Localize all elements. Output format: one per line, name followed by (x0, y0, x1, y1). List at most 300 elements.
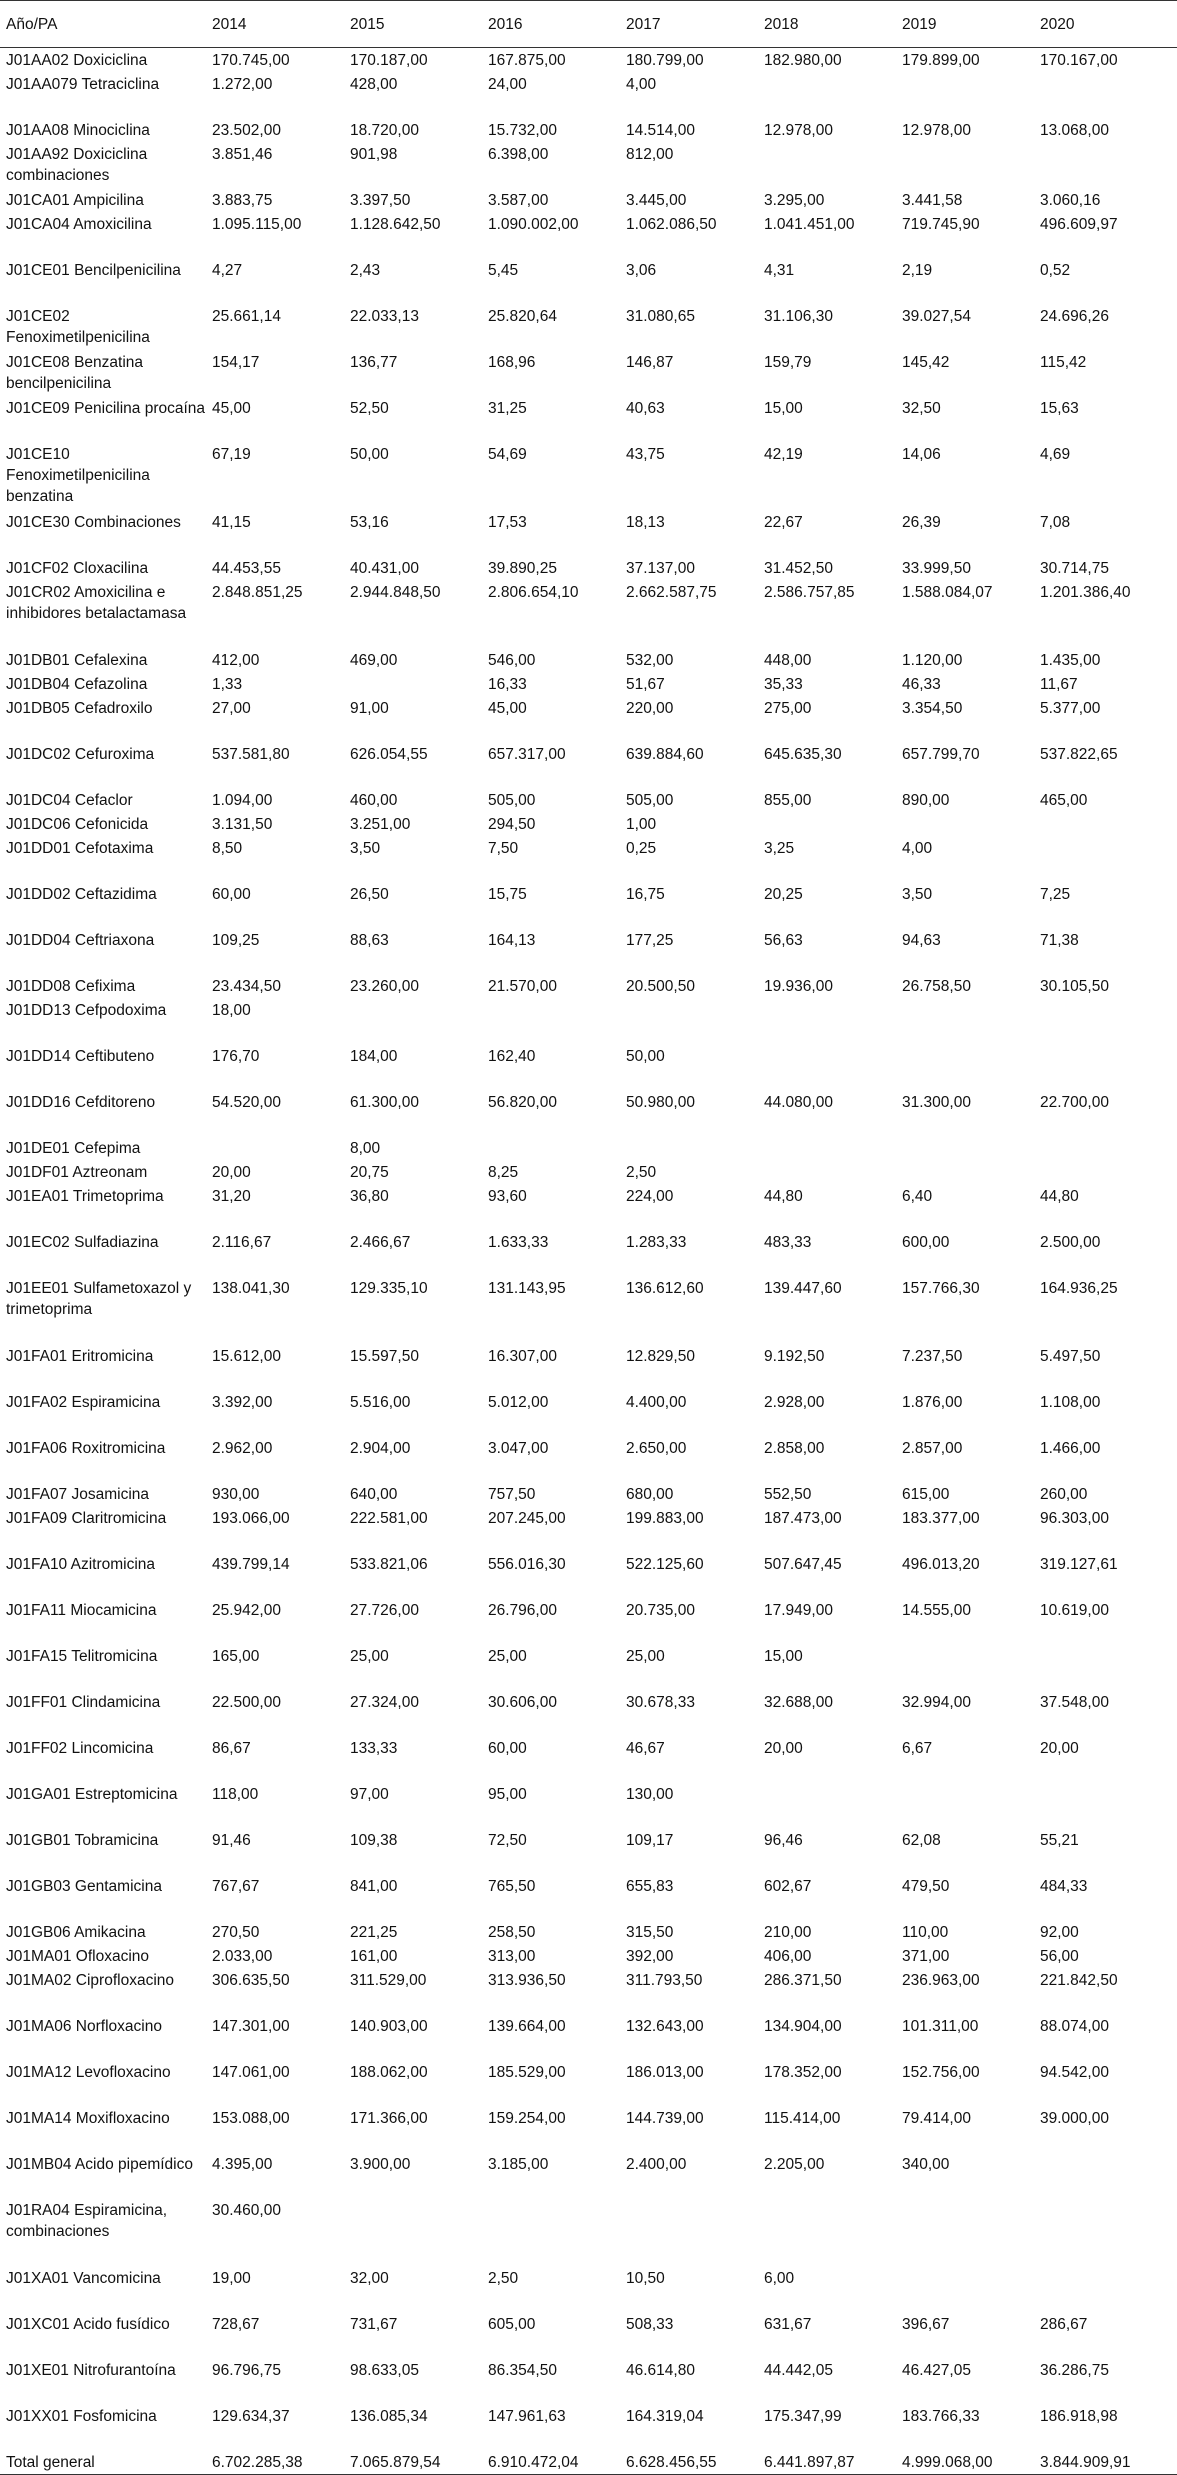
value-cell: 42,19 (764, 446, 803, 463)
value-cell: 645.635,30 (764, 746, 842, 763)
value-cell (764, 142, 902, 188)
value-cell: 1,00 (626, 816, 657, 833)
value-cell (902, 142, 1040, 188)
value-cell: 657.317,00 (488, 746, 566, 763)
value-cell: 136.085,34 (350, 2408, 428, 2425)
value-cell: 30.606,00 (488, 1694, 557, 1711)
table-row (0, 1644, 1177, 1690)
table-row (0, 1482, 1177, 1506)
row-label: J01DB04 Cefazolina (6, 676, 148, 693)
value-cell (764, 1136, 902, 1160)
table-row (0, 1782, 1177, 1828)
value-cell: 164.319,04 (626, 2408, 704, 2425)
table-row (0, 118, 1177, 142)
row-label: J01CA04 Amoxicilina (6, 216, 152, 233)
value-cell: 4.400,00 (626, 1394, 687, 1411)
value-cell: 25.661,14 (212, 308, 281, 325)
value-cell (902, 2266, 1040, 2312)
row-label: J01MA02 Ciprofloxacino (6, 1972, 175, 1989)
row-label: J01DD08 Cefixima (6, 978, 136, 995)
value-cell (902, 998, 1040, 1044)
value-cell: 152.756,00 (902, 2064, 980, 2081)
row-label: J01FA02 Espiramicina (6, 1394, 161, 1411)
row-label: J01RA04 Espiramicina, combinaciones (6, 2202, 168, 2240)
value-cell (1040, 812, 1177, 836)
value-cell: 479,50 (902, 1878, 950, 1895)
value-cell: 313.936,50 (488, 1972, 566, 1989)
value-cell: 118,00 (212, 1786, 259, 1803)
table-row (0, 396, 1177, 442)
table-row (0, 510, 1177, 556)
row-label: J01GB01 Tobramicina (6, 1832, 159, 1849)
value-cell: 27.324,00 (350, 1694, 419, 1711)
value-cell: 26,50 (350, 886, 389, 903)
value-cell: 18.720,00 (350, 122, 419, 139)
value-cell: 134.904,00 (764, 2018, 842, 2035)
value-cell: 1.588.084,07 (902, 584, 993, 601)
value-cell: 1.128.642,50 (350, 216, 441, 233)
row-label: J01CE01 Bencilpenicilina (6, 262, 181, 279)
value-cell (1040, 1782, 1177, 1828)
value-cell: 20.735,00 (626, 1602, 695, 1619)
value-cell: 11,67 (1040, 676, 1078, 693)
value-cell: 45,00 (212, 400, 251, 417)
total-row (0, 2450, 1177, 2475)
value-cell (1040, 2198, 1177, 2266)
value-cell: 30.460,00 (212, 2202, 281, 2219)
row-label: J01DF01 Aztreonam (6, 1164, 148, 1181)
value-cell: 17.949,00 (764, 1602, 833, 1619)
value-cell: 24.696,26 (1040, 308, 1109, 325)
value-cell: 23.502,00 (212, 122, 281, 139)
value-cell: 220,00 (626, 700, 674, 717)
value-cell: 177,25 (626, 932, 674, 949)
value-cell (902, 1644, 1040, 1690)
value-cell: 27.726,00 (350, 1602, 419, 1619)
table-row (0, 2266, 1177, 2312)
value-cell: 20,75 (350, 1164, 389, 1181)
value-cell: 9.192,50 (764, 1348, 825, 1365)
value-cell: 319.127,61 (1040, 1556, 1118, 1573)
row-label: J01FA15 Telitromicina (6, 1648, 158, 1665)
value-cell: 1.466,00 (1040, 1440, 1101, 1457)
row-label: J01AA92 Doxiciclina combinaciones (6, 146, 148, 184)
value-cell: 109,38 (350, 1832, 398, 1849)
row-label: J01DB05 Cefadroxilo (6, 700, 153, 717)
table-row (0, 1276, 1177, 1344)
value-cell: 32.994,00 (902, 1694, 971, 1711)
value-cell: 2.400,00 (626, 2156, 687, 2173)
value-cell: 88.074,00 (1040, 2018, 1109, 2035)
value-cell: 15,75 (488, 886, 527, 903)
value-cell: 92,00 (1040, 1924, 1079, 1941)
row-label: J01GB06 Amikacina (6, 1924, 146, 1941)
header-row (0, 1, 1177, 48)
value-cell: 35,33 (764, 676, 803, 693)
value-cell: 1.062.086,50 (626, 216, 717, 233)
value-cell: 2.904,00 (350, 1440, 411, 1457)
value-cell: 222.581,00 (350, 1510, 428, 1527)
value-cell: 13.068,00 (1040, 122, 1109, 139)
value-cell: 15,00 (764, 1648, 803, 1665)
value-cell: 44,80 (764, 1188, 803, 1205)
value-cell: 2.466,67 (350, 1234, 411, 1251)
value-cell: 221.842,50 (1040, 1972, 1118, 1989)
row-label: J01XX01 Fosfomicina (6, 2408, 157, 2425)
value-cell: 2.928,00 (764, 1394, 825, 1411)
value-cell: 311.529,00 (350, 1972, 427, 1989)
value-cell: 182.980,00 (764, 52, 842, 69)
value-cell: 67,19 (212, 446, 251, 463)
value-cell: 546,00 (488, 652, 536, 669)
value-cell: 52,50 (350, 400, 389, 417)
value-cell: 392,00 (626, 1948, 674, 1965)
value-cell (764, 812, 902, 836)
value-cell: 159.254,00 (488, 2110, 566, 2127)
value-cell: 23.434,50 (212, 978, 281, 995)
table-row (0, 2312, 1177, 2358)
table-row (0, 1184, 1177, 1230)
value-cell: 37.137,00 (626, 560, 695, 577)
table-body (0, 48, 1177, 2475)
value-cell: 185.529,00 (488, 2064, 566, 2081)
value-cell: 26,39 (902, 514, 941, 531)
value-cell (488, 1136, 626, 1160)
header-cell: Año/PA (0, 1, 212, 48)
value-cell: 20.500,50 (626, 978, 695, 995)
row-label: J01FA11 Miocamicina (6, 1602, 157, 1619)
value-cell: 109,25 (212, 932, 260, 949)
value-cell: 6,67 (902, 1740, 933, 1757)
value-cell: 12.978,00 (902, 122, 971, 139)
value-cell: 4,00 (902, 840, 933, 857)
table-row (0, 142, 1177, 188)
table-row (0, 1436, 1177, 1482)
value-cell: 5.012,00 (488, 1394, 549, 1411)
value-cell: 224,00 (626, 1188, 674, 1205)
row-label: J01XA01 Vancomicina (6, 2270, 161, 2287)
value-cell: 180.799,00 (626, 52, 704, 69)
value-cell: 39.890,25 (488, 560, 557, 577)
row-label: J01FF01 Clindamicina (6, 1694, 161, 1711)
row-label: J01EE01 Sulfametoxazol y trimetoprima (6, 1280, 192, 1318)
table-row (0, 1044, 1177, 1090)
value-cell: 533.821,06 (350, 1556, 428, 1573)
value-cell: 22.033,13 (350, 308, 419, 325)
value-cell: 532,00 (626, 652, 674, 669)
value-cell: 14.514,00 (626, 122, 695, 139)
row-label: J01MA01 Ofloxacino (6, 1948, 150, 1965)
value-cell (1040, 2266, 1177, 2312)
value-cell: 469,00 (350, 652, 398, 669)
value-cell: 94.542,00 (1040, 2064, 1109, 2081)
table-header (0, 1, 1177, 48)
value-cell: 600,00 (902, 1234, 950, 1251)
row-label: J01XC01 Acido fusídico (6, 2316, 170, 2333)
table-row (0, 2060, 1177, 2106)
value-cell: 30.105,50 (1040, 978, 1109, 995)
value-cell: 15.597,50 (350, 1348, 419, 1365)
value-cell: 522.125,60 (626, 1556, 704, 1573)
value-cell: 680,00 (626, 1486, 674, 1503)
value-cell (764, 1044, 902, 1090)
value-cell: 186.918,98 (1040, 2408, 1118, 2425)
value-cell: 31.452,50 (764, 560, 833, 577)
table-row (0, 998, 1177, 1044)
value-cell: 3.131,50 (212, 816, 273, 833)
value-cell: 2.962,00 (212, 1440, 273, 1457)
value-cell: 50,00 (626, 1048, 665, 1065)
value-cell: 20,00 (1040, 1740, 1079, 1757)
value-cell: 22.500,00 (212, 1694, 281, 1711)
value-cell: 767,67 (212, 1878, 260, 1895)
value-cell: 2.848.851,25 (212, 584, 303, 601)
value-cell: 306.635,50 (212, 1972, 290, 1989)
row-label: J01DD13 Cefpodoxima (6, 1002, 167, 1019)
value-cell (626, 2198, 764, 2266)
table-row (0, 2404, 1177, 2450)
table-row (0, 788, 1177, 812)
value-cell: 46.614,80 (626, 2362, 695, 2379)
row-label: J01CE08 Benzatina bencilpenicilina (6, 354, 144, 392)
value-cell: 286,67 (1040, 2316, 1088, 2333)
table-row (0, 1690, 1177, 1736)
value-cell: 136.612,60 (626, 1280, 704, 1297)
row-label: J01CR02 Amoxicilina e inhibidores betalactamasa (6, 584, 187, 622)
value-cell: 86,67 (212, 1740, 251, 1757)
value-cell: 552,50 (764, 1486, 812, 1503)
value-cell: 7.237,50 (902, 1348, 963, 1365)
header-cell: 2015 (350, 1, 488, 48)
value-cell: 10,50 (626, 2270, 665, 2287)
row-label: J01AA08 Minociclina (6, 122, 150, 139)
value-cell: 731,67 (350, 2316, 398, 2333)
value-cell: 50,00 (350, 446, 389, 463)
row-label: J01AA02 Doxiciclina (6, 52, 148, 69)
value-cell: 20,25 (764, 886, 803, 903)
value-cell: 657.799,70 (902, 746, 980, 763)
value-cell: 193.066,00 (212, 1510, 290, 1527)
header-cell: 2019 (902, 1, 1040, 48)
value-cell: 4,00 (626, 76, 657, 93)
value-cell (764, 1160, 902, 1184)
row-label: J01FF02 Lincomicina (6, 1740, 154, 1757)
row-label: J01DC06 Cefonicida (6, 816, 149, 833)
table-row (0, 1390, 1177, 1436)
value-cell: 22.700,00 (1040, 1094, 1109, 1111)
value-cell: 31.300,00 (902, 1094, 971, 1111)
value-cell: 31,25 (488, 400, 527, 417)
value-cell: 5.497,50 (1040, 1348, 1101, 1365)
row-label: J01MA06 Norfloxacino (6, 2018, 162, 2035)
table-row (0, 1874, 1177, 1920)
value-cell: 757,50 (488, 1486, 536, 1503)
value-cell: 187.473,00 (764, 1510, 842, 1527)
value-cell: 91,46 (212, 1832, 251, 1849)
value-cell: 12.829,50 (626, 1348, 695, 1365)
row-label: J01FA06 Roxitromicina (6, 1440, 166, 1457)
value-cell: 3,06 (626, 262, 657, 279)
value-cell (350, 672, 488, 696)
table-row (0, 1230, 1177, 1276)
table-row (0, 2198, 1177, 2266)
row-label: J01DD16 Cefditoreno (6, 1094, 156, 1111)
table-row (0, 2152, 1177, 2198)
value-cell: 138.041,30 (212, 1280, 290, 1297)
value-cell: 41,15 (212, 514, 251, 531)
value-cell: 31.106,30 (764, 308, 833, 325)
row-label: J01CA01 Ampicilina (6, 192, 144, 209)
value-cell: 537.581,80 (212, 746, 290, 763)
value-cell: 20,00 (764, 1740, 803, 1757)
value-cell: 640,00 (350, 1486, 398, 1503)
row-label: J01AA079 Tetraciclina (6, 76, 160, 93)
value-cell: 4,31 (764, 262, 795, 279)
value-cell (1040, 1644, 1177, 1690)
value-cell: 7,25 (1040, 886, 1071, 903)
value-cell (902, 1160, 1040, 1184)
value-cell: 2.662.587,75 (626, 584, 717, 601)
row-label: J01DD04 Ceftriaxona (6, 932, 155, 949)
value-cell: 129.634,37 (212, 2408, 290, 2425)
value-cell: 18,13 (626, 514, 665, 531)
value-cell: 115,42 (1040, 354, 1087, 371)
value-cell: 145,42 (902, 354, 950, 371)
value-cell: 8,00 (350, 1140, 381, 1157)
row-label: J01CF02 Cloxacilina (6, 560, 149, 577)
value-cell (902, 2198, 1040, 2266)
value-cell: 210,00 (764, 1924, 812, 1941)
value-cell: 639.884,60 (626, 746, 704, 763)
value-cell: 45,00 (488, 700, 527, 717)
value-cell: 170.187,00 (350, 52, 428, 69)
value-cell: 32,50 (902, 400, 941, 417)
value-cell: 406,00 (764, 1948, 812, 1965)
value-cell: 86.354,50 (488, 2362, 557, 2379)
value-cell: 313,00 (488, 1948, 536, 1965)
row-label: J01MA12 Levofloxacino (6, 2064, 171, 2081)
value-cell: 8,25 (488, 1164, 519, 1181)
value-cell (1040, 1044, 1177, 1090)
value-cell (350, 2198, 488, 2266)
value-cell: 186.013,00 (626, 2064, 704, 2081)
table-row (0, 1598, 1177, 1644)
value-cell: 719.745,90 (902, 216, 980, 233)
value-cell: 12.978,00 (764, 122, 833, 139)
value-cell: 15.612,00 (212, 1348, 281, 1365)
value-cell (1040, 2152, 1177, 2198)
value-cell: 110,00 (902, 1924, 949, 1941)
row-label: J01CE10 Fenoximetilpenicilina benzatina (6, 446, 150, 505)
value-cell: 3.060,16 (1040, 192, 1101, 209)
value-cell: 2,50 (488, 2270, 519, 2287)
value-cell: 3.295,00 (764, 192, 825, 209)
value-cell: 25,00 (350, 1648, 389, 1665)
value-cell: 54.520,00 (212, 1094, 281, 1111)
row-label: J01MA14 Moxifloxacino (6, 2110, 170, 2127)
value-cell: 3.047,00 (488, 1440, 549, 1457)
value-cell: 396,67 (902, 2316, 950, 2333)
value-cell: 505,00 (626, 792, 674, 809)
value-cell: 56,00 (1040, 1948, 1079, 1965)
table-row (0, 72, 1177, 118)
value-cell: 44.442,05 (764, 2362, 833, 2379)
value-cell (1040, 72, 1177, 118)
table-row (0, 1736, 1177, 1782)
value-cell: 26.796,00 (488, 1602, 557, 1619)
value-cell: 4.395,00 (212, 2156, 273, 2173)
value-cell (902, 1782, 1040, 1828)
table-row (0, 258, 1177, 304)
row-label: J01FA09 Claritromicina (6, 1510, 167, 1527)
value-cell (350, 998, 488, 1044)
value-cell: 26.758,50 (902, 978, 971, 995)
value-cell: 115.414,00 (764, 2110, 841, 2127)
value-cell: 6.441.897,87 (764, 2450, 902, 2475)
value-cell: 16,75 (626, 886, 665, 903)
value-cell: 56.820,00 (488, 1094, 557, 1111)
value-cell: 147.961,63 (488, 2408, 566, 2425)
value-cell: 31,20 (212, 1188, 251, 1205)
row-label: J01FA07 Josamicina (6, 1486, 150, 1503)
value-cell: 3.397,50 (350, 192, 411, 209)
value-cell: 3.185,00 (488, 2156, 549, 2173)
value-cell: 6.702.285,38 (212, 2450, 350, 2475)
value-cell: 164.936,25 (1040, 1280, 1118, 1297)
value-cell: 79.414,00 (902, 2110, 971, 2127)
value-cell: 615,00 (902, 1486, 950, 1503)
value-cell: 30.678,33 (626, 1694, 695, 1711)
value-cell: 146,87 (626, 354, 674, 371)
value-cell: 60,00 (212, 886, 251, 903)
value-cell: 655,83 (626, 1878, 674, 1895)
header-cell: 2017 (626, 1, 764, 48)
value-cell: 61.300,00 (350, 1094, 419, 1111)
row-label: J01FA01 Eritromicina (6, 1348, 154, 1365)
value-cell: 6.398,00 (488, 146, 549, 163)
table-row (0, 1552, 1177, 1598)
value-cell: 1.108,00 (1040, 1394, 1101, 1411)
table-row (0, 836, 1177, 882)
value-cell: 139.664,00 (488, 2018, 566, 2035)
row-label: J01DC02 Cefuroxima (6, 746, 155, 763)
value-cell: 6.628.456,55 (626, 2450, 764, 2475)
value-cell: 109,17 (626, 1832, 674, 1849)
value-cell: 94,63 (902, 932, 941, 949)
table-row (0, 1344, 1177, 1390)
table-row (0, 812, 1177, 836)
value-cell: 7,08 (1040, 514, 1071, 531)
value-cell: 98.633,05 (350, 2362, 419, 2379)
value-cell: 170.745,00 (212, 52, 290, 69)
value-cell (902, 72, 1040, 118)
value-cell: 841,00 (350, 1878, 398, 1895)
value-cell: 2.650,00 (626, 1440, 687, 1457)
value-cell: 812,00 (626, 146, 674, 163)
value-cell (764, 2198, 902, 2266)
table-row (0, 212, 1177, 258)
header-cell: 2014 (212, 1, 350, 48)
table-row (0, 1920, 1177, 1944)
value-cell: 1.633,33 (488, 1234, 549, 1251)
value-cell: 31.080,65 (626, 308, 695, 325)
row-label: J01DC04 Cefaclor (6, 792, 133, 809)
value-cell: 44,80 (1040, 1188, 1079, 1205)
value-cell: 16,33 (488, 676, 527, 693)
value-cell: 448,00 (764, 652, 812, 669)
value-cell: 144.739,00 (626, 2110, 704, 2127)
table-row (0, 672, 1177, 696)
